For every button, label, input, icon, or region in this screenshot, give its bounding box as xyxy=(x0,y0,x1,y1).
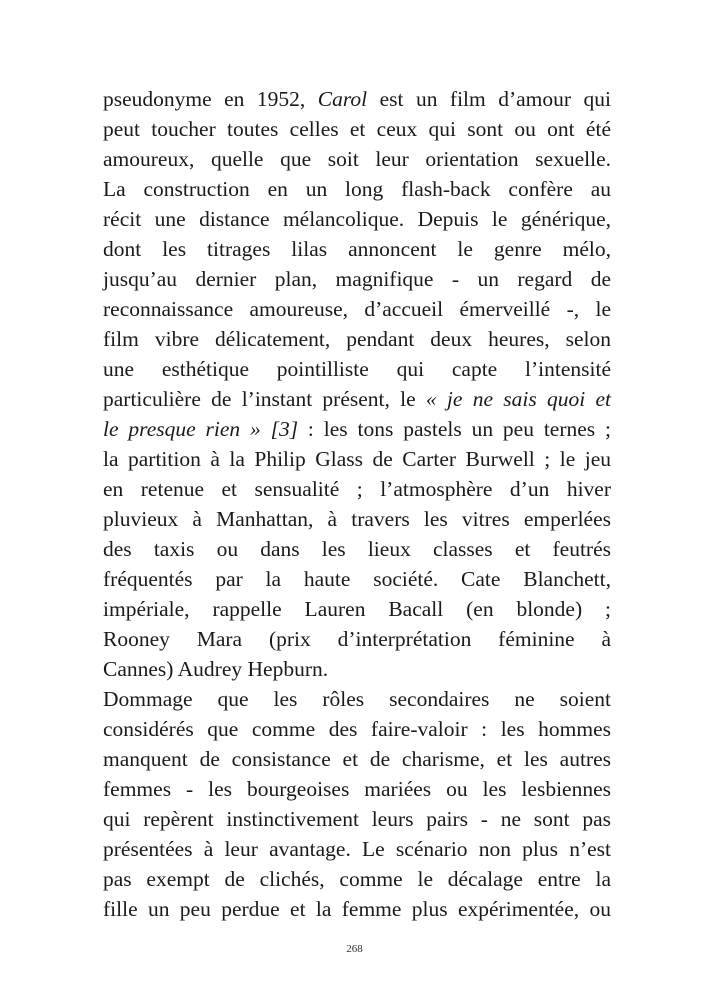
line-text: est un film d’amour qui xyxy=(367,87,611,111)
text-line xyxy=(103,414,611,444)
line-text: en retenue et sensualité ; l’atmosphère d’un hiver xyxy=(103,477,611,501)
text-line xyxy=(103,774,611,804)
text-line xyxy=(103,234,611,264)
line-text: peut toucher toutes celles et ceux qui sont ou ont été xyxy=(103,117,611,141)
italic-text: « je ne sais quoi et xyxy=(425,387,611,411)
line-text: des taxis ou dans les lieux classes et feutrés xyxy=(103,537,611,561)
text-line xyxy=(103,204,611,234)
text-line xyxy=(103,144,611,174)
line-text: impériale, rappelle Lauren Bacall (en blonde) ; xyxy=(103,597,611,621)
line-text: qui repèrent instinctivement leurs pairs - ne sont pas xyxy=(103,807,611,831)
text-line xyxy=(103,804,611,834)
text-line xyxy=(103,444,611,474)
text-line xyxy=(103,474,611,504)
text-line xyxy=(103,294,611,324)
text-line xyxy=(103,504,611,534)
line-text: Dommage que les rôles secondaires ne soient xyxy=(103,687,611,711)
line-text: pas exempt de clichés, comme le décalage entre la xyxy=(103,867,611,891)
text-line xyxy=(103,534,611,564)
line-text: dont les titrages lilas annoncent le genre mélo, xyxy=(103,237,611,261)
text-line xyxy=(103,324,611,354)
text-line xyxy=(103,834,611,864)
text-line xyxy=(103,594,611,624)
text-line xyxy=(103,174,611,204)
text-line xyxy=(103,894,611,924)
text-line xyxy=(103,384,611,414)
line-text: pseudonyme en 1952, xyxy=(103,87,318,111)
text-line xyxy=(103,714,611,744)
text-line xyxy=(103,654,611,684)
line-text: fille un peu perdue et la femme plus expérimentée, ou xyxy=(103,897,611,921)
line-text: jusqu’au dernier plan, magnifique - un regard de xyxy=(103,267,611,291)
line-text: manquent de consistance et de charisme, et les autres xyxy=(103,747,611,771)
line-text: présentées à leur avantage. Le scénario non plus n’est xyxy=(103,837,611,861)
italic-text: le presque rien » [3] xyxy=(103,417,299,441)
line-text: la partition à la Philip Glass de Carter Burwell ; le jeu xyxy=(103,447,611,471)
line-text: pluvieux à Manhattan, à travers les vitres emperlées xyxy=(103,507,611,531)
text-line xyxy=(103,264,611,294)
italic-text: Carol xyxy=(317,87,368,111)
text-line xyxy=(103,624,611,654)
text-line xyxy=(103,564,611,594)
line-text: : les tons pastels un peu ternes ; xyxy=(298,417,611,441)
body-text xyxy=(103,84,611,924)
line-text: Rooney Mara (prix d’interprétation féminine à xyxy=(103,627,611,651)
text-line xyxy=(103,684,611,714)
line-text: reconnaissance amoureuse, d’accueil émerveillé -, le xyxy=(103,297,611,321)
line-text: fréquentés par la haute société. Cate Blanchett, xyxy=(103,567,611,591)
line-text: La construction en un long flash-back confère au xyxy=(103,177,611,201)
line-text: considérés que comme des faire-valoir : les hommes xyxy=(103,717,611,741)
text-line xyxy=(103,864,611,894)
line-text: une esthétique pointilliste qui capte l’intensité xyxy=(103,357,611,381)
line-text: femmes - les bourgeoises mariées ou les lesbiennes xyxy=(103,777,611,801)
page-number: 268 xyxy=(346,943,363,955)
text-line xyxy=(103,84,611,114)
text-line xyxy=(103,114,611,144)
line-text: particulière de l’instant présent, le xyxy=(103,387,426,411)
line-text: récit une distance mélancolique. Depuis le générique, xyxy=(103,207,611,231)
line-text: Cannes) Audrey Hepburn. xyxy=(103,657,329,681)
text-line xyxy=(103,744,611,774)
line-text: amoureux, quelle que soit leur orientation sexuelle. xyxy=(103,147,611,171)
text-line xyxy=(103,354,611,384)
line-text: film vibre délicatement, pendant deux heures, selon xyxy=(103,327,611,351)
